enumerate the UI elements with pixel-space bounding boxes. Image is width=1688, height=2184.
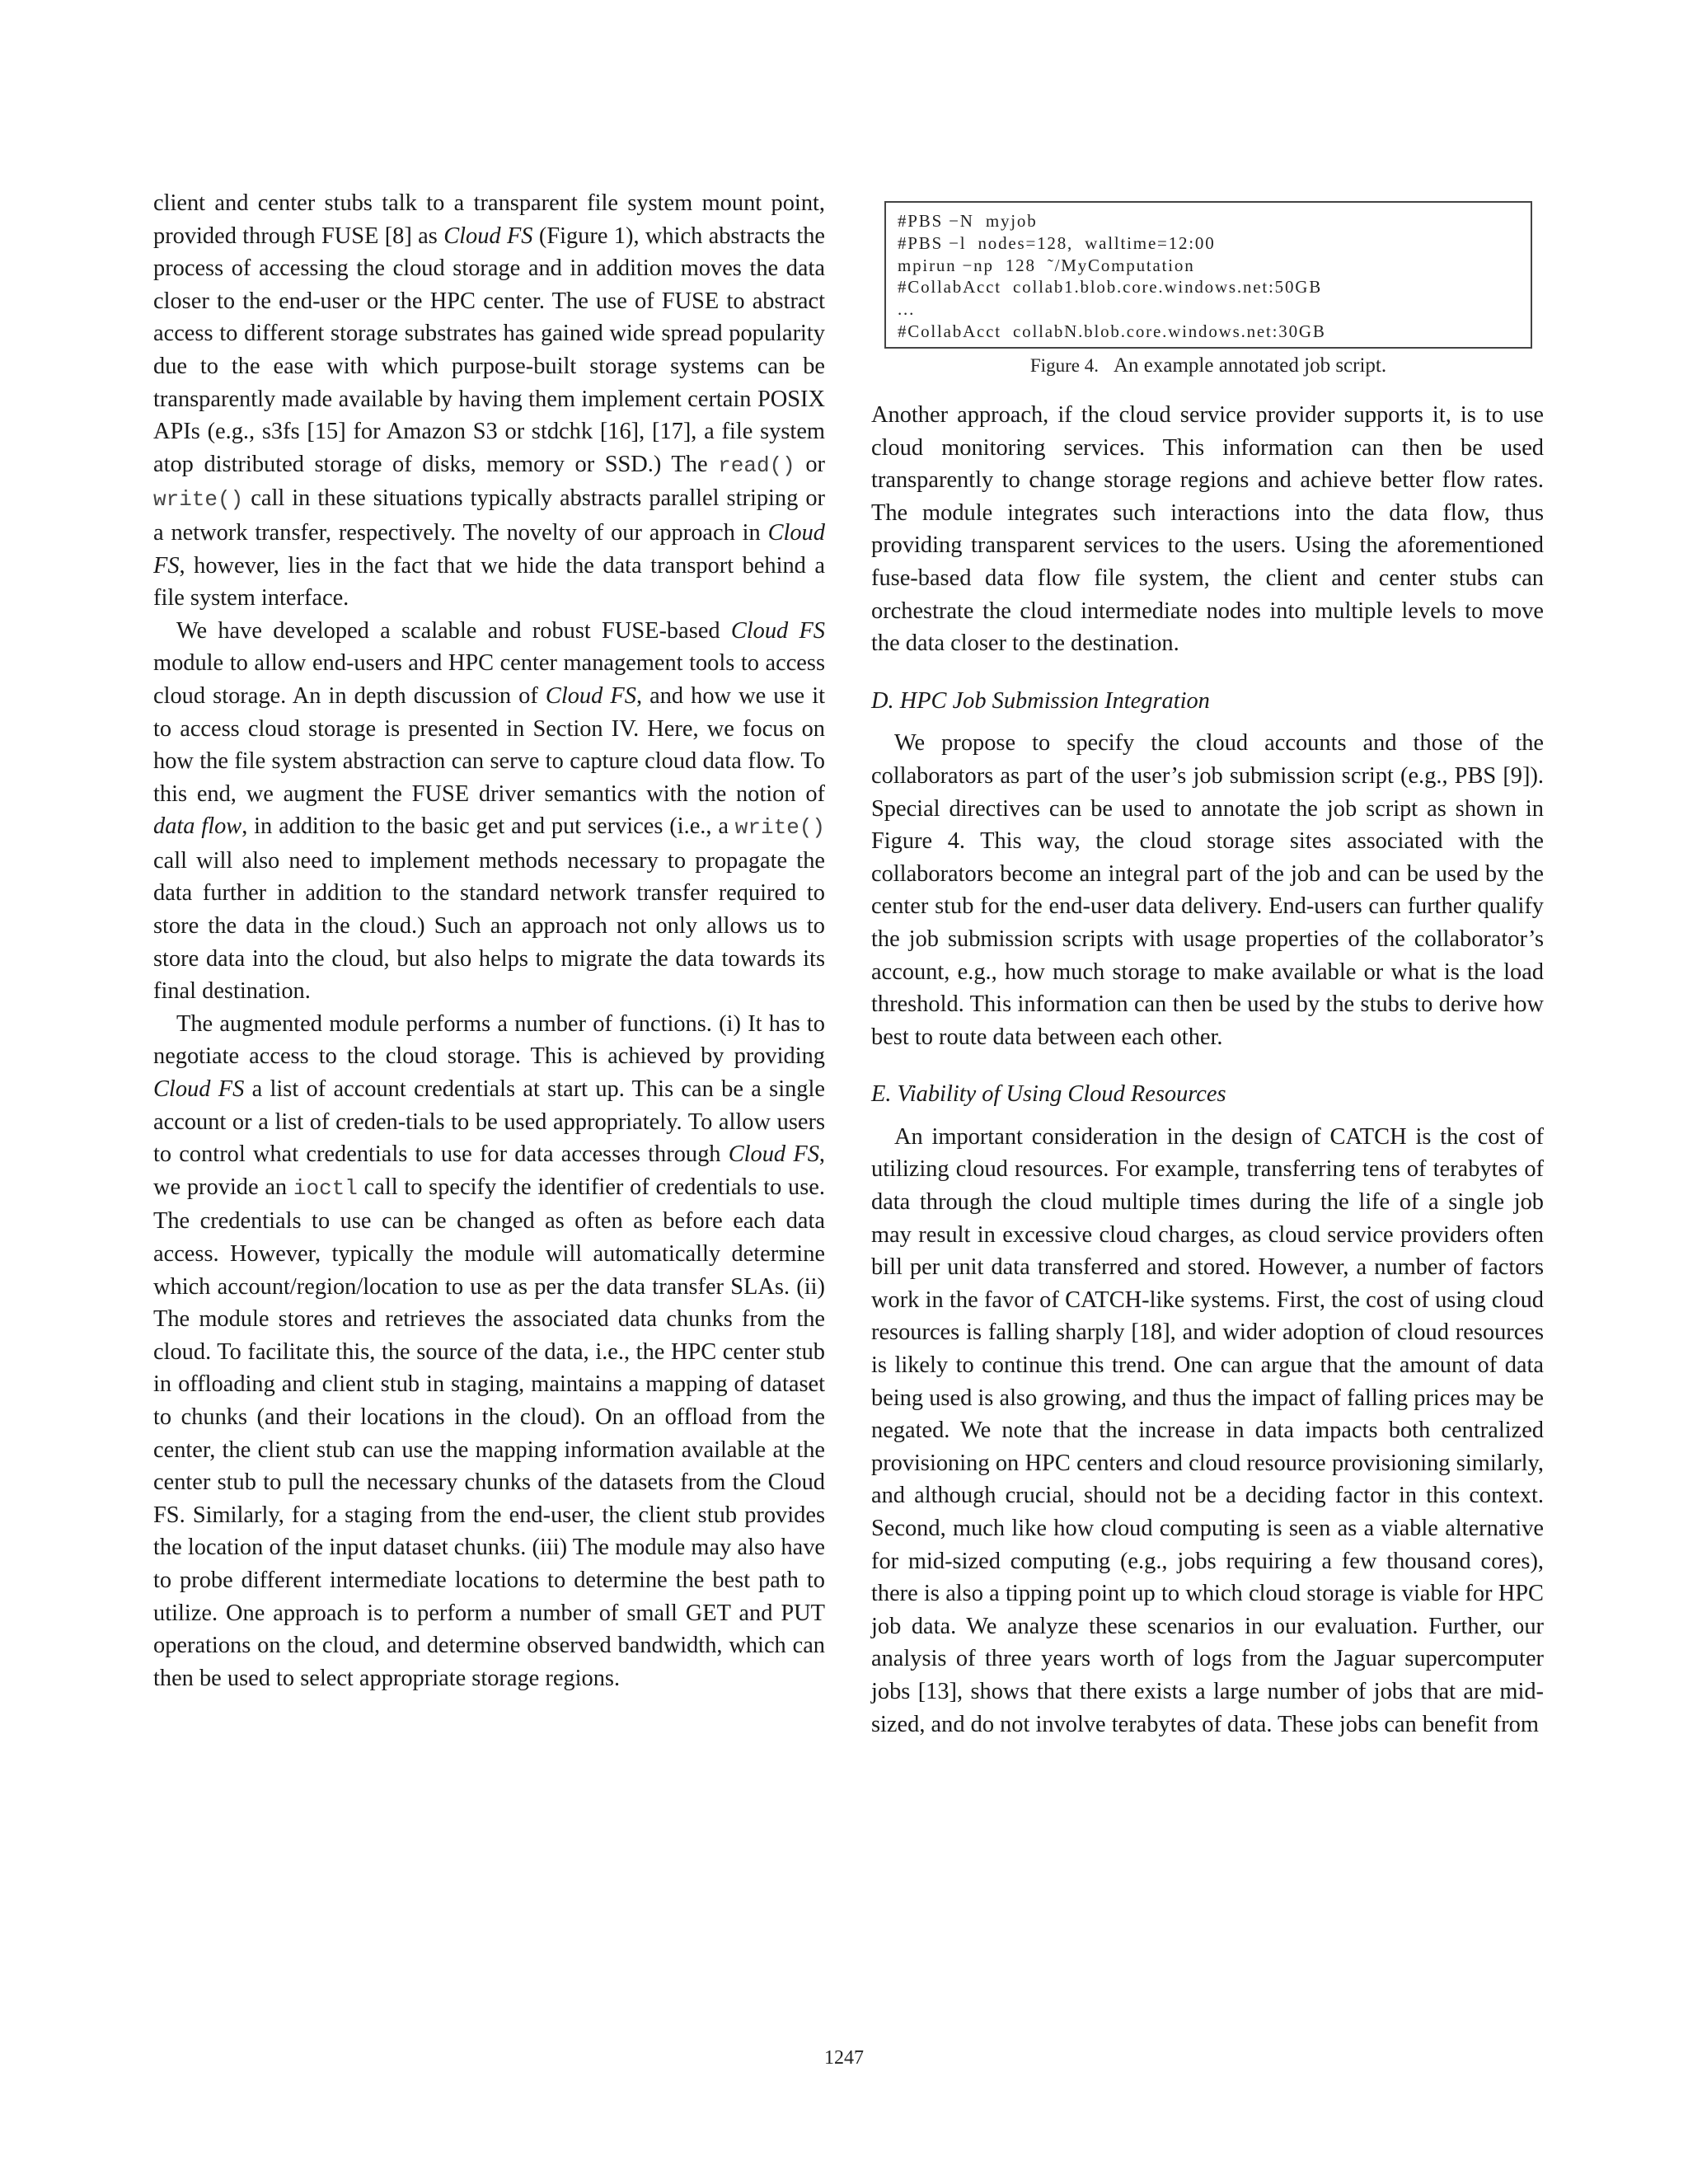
code-read: read() <box>718 452 795 478</box>
paragraph-job-submission: We propose to specify the cloud accounts and those of the collaborators as part of the user’s job submission script (e.g., PBS [9]). Special directives can be used to annotate the job script as shown in Figure 4. This way, the cloud storage sites associated with the collaborators become an integral part of the job and can be used by the center stub for the end-user data delivery. End-users can further qualify the job submission scripts with usage properties of the collaborator’s account, e.g., how much storage to make available or what is the load threshold. This information can then be used by the stubs to derive how best to route data between each other. <box>871 730 1544 1050</box>
code-line: #PBS −N myjob <box>898 211 1038 231</box>
section-heading-e: E. Viability of Using Cloud Resources <box>871 1081 1226 1108</box>
paragraph-module-functions: The augmented module performs a number of functions. (i) It has to negotiate access to the cloud storage. This is achieved by providing Cloud FS a list of account credentials at start up. This can be a single account or a list of creden-tials to be used appropriately. To allow users to control what credentials to use for data accesses through Cloud FS, we provide an ioctl call to specify the identifier of credentials to use. The credentials to use can be changed as often as before each data access. However, typically the module will automatically determine which account/region/location to use as per the data transfer SLAs. (ii) The module stores and retrieves the associated data chunks from the cloud. To facilitate this, the source of the data, i.e., the HPC center stub in offloading and client stub in staging, maintains a mapping of dataset to chunks (and their locations in the cloud). On an offload from the center, the client stub can use the mapping information available at the center stub to pull the necessary chunks of the datasets from the Cloud FS. Similarly, for a staging from the end-user, the client stub provides the location of the input dataset chunks. (iii) The module may also have to probe different intermediate locations to determine the best path to utilize. One approach is to perform a number of small GET and PUT operations on the cloud, and determine observed bandwidth, which can then be used to select appropriate storage regions. <box>153 1010 826 1691</box>
paragraph-cloud-monitoring: Another approach, if the cloud service provider supports it, is to use cloud monitoring services. This information can then be used transparently to change storage regions and achieve better flow rates. The module integrates such interactions into the data flow, thus providing transparent services to the users. Using the aforementioned fuse-based data flow file system, the client and center stubs can orchestrate the cloud intermediate nodes into multiple levels to move the data closer to the destination. <box>871 402 1544 657</box>
code-line: mpirun −np 128 ˜/MyComputation <box>898 255 1195 275</box>
figure-label: Figure 4. <box>1029 355 1099 376</box>
code-line: #CollabAcct collab1.blob.core.windows.net:50GB <box>898 277 1323 298</box>
section-heading-d: D. HPC Job Submission Integration <box>871 687 1210 714</box>
code-line: #CollabAcct collabN.blob.core.windows.net:30GB <box>898 321 1326 341</box>
figure-4-job-script <box>884 201 1532 349</box>
code-write: write() <box>153 487 244 513</box>
figure-caption-text: An example annotated job script. <box>1113 354 1387 377</box>
figure-4-caption <box>884 353 1532 379</box>
right-column <box>871 399 1544 1741</box>
code-line: ... <box>898 299 916 320</box>
page-number: 1247 <box>824 2047 864 2069</box>
code-line: #PBS −l nodes=128, walltime=12:00 <box>898 232 1216 253</box>
code-write: write() <box>734 815 825 841</box>
paragraph-module-development: We have developed a scalable and robust FUSE-based Cloud FS module to allow end-users and HPC center management tools to access cloud storage. An in depth discussion of Cloud FS, and how we use it to access cloud storage is presented in Section IV. Here, we focus on how the file system abstraction can serve to capture cloud data flow. To this end, we augment the FUSE driver semantics with the notion of data flow, in addition to the basic get and put services (i.e., a write() call will also need to implement methods necessary to propagate the data further in addition to the standard network transfer required to store the data in the cloud.) Such an approach not only allows us to store data into the cloud, but also helps to migrate the data towards its final destination. <box>153 617 826 1005</box>
code-ioctl: ioctl <box>293 1175 358 1201</box>
paragraph-fuse-cloudfs: client and center stubs talk to a transparent file system mount point, provided through FUSE [8] as Cloud FS (Figure 1), which abstracts the process of accessing the cloud storage and in addition moves the data closer to the end-user or the HPC center. The use of FUSE to abstract access to different storage substrates has gained wide spread popularity due to the ease with which purpose-built storage systems can be transparently made available by having them implement certain POSIX APIs (e.g., s3fs [15] for Amazon S3 or stdchk [16], [17], a file system atop distributed storage of disks, memory or SSD.) The read() or write() call in these situations typically abstracts parallel striping or a network transfer, respectively. The novelty of our approach in Cloud FS, however, lies in the fact that we hide the data transport behind a file system interface. <box>153 190 826 612</box>
paragraph-viability: An important consideration in the design of CATCH is the cost of utilizing cloud resources. For example, transferring tens of terabytes of data through the cloud multiple times during the life of a single job may result in excessive cloud charges, as cloud service providers often bill per unit data transferred and stored. However, a number of factors work in the favor of CATCH-like systems. First, the cost of using cloud resources is falling sharply [18], and wider adoption of cloud resources is likely to continue this trend. One can argue that the amount of data being used is also growing, and thus the impact of falling prices may be negated. We note that the increase in data impacts both centralized provisioning on HPC centers and cloud resource provisioning similarly, and although crucial, should not be a deciding factor in this context. Second, much like how cloud computing is seen as a viable alternative for mid-sized computing (e.g., jobs requiring a few thousand cores), there is also a tipping point up to which cloud storage is viable for HPC job data. We analyze these scenarios in our evaluation. Further, our analysis of three years worth of logs from the Jaguar supercomputer jobs [13], shows that there exists a large number of jobs that are mid-sized, and do not involve terabytes of data. These jobs can benefit from <box>871 1123 1544 1737</box>
left-column <box>153 187 825 1694</box>
